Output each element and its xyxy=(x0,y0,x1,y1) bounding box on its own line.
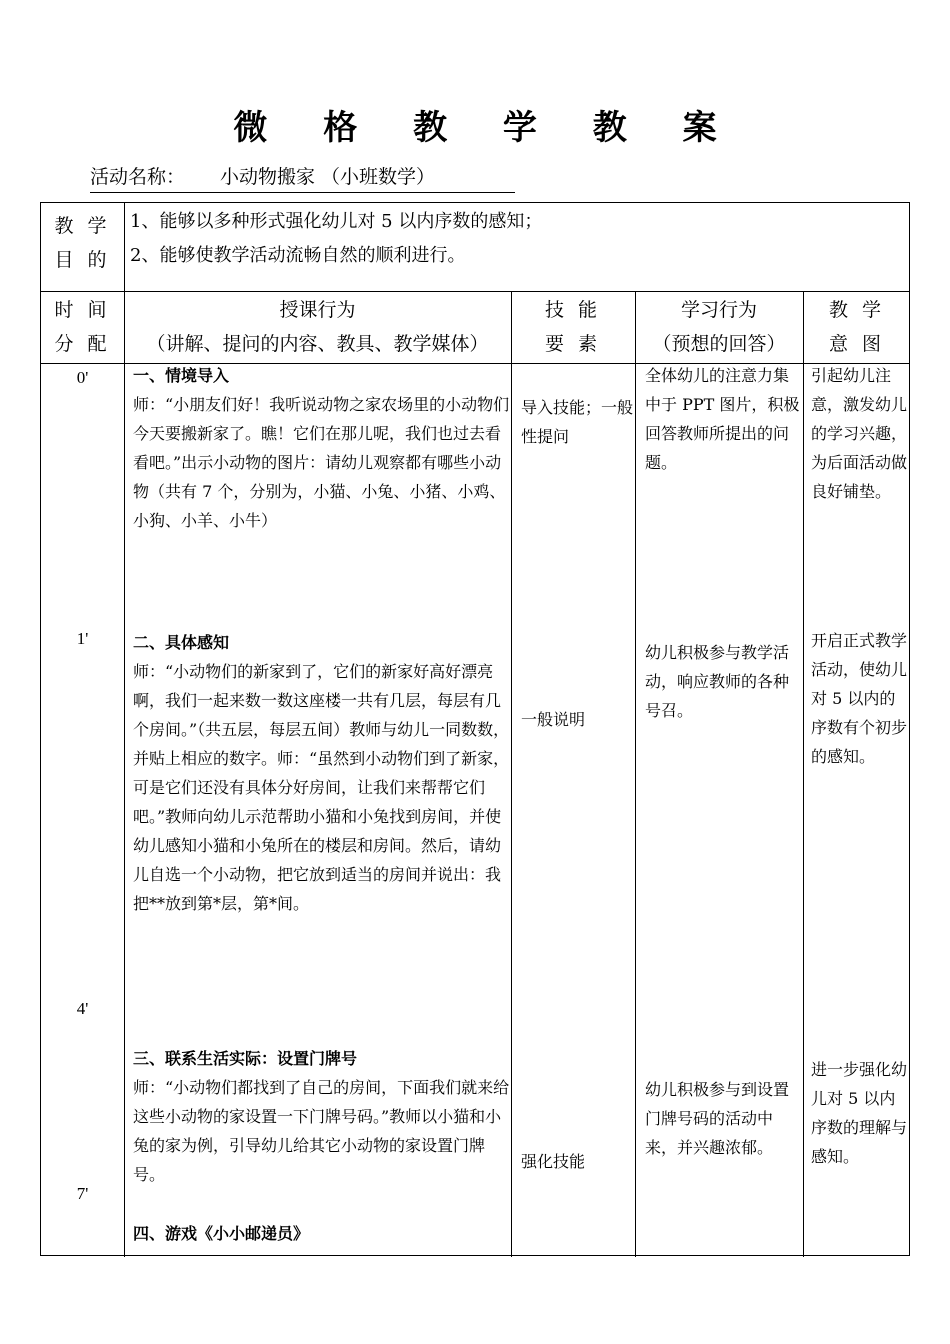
header-teaching xyxy=(124,291,511,363)
goals-list xyxy=(130,205,542,273)
page-title: 微 格 教 学 教 案 xyxy=(233,108,739,148)
goals-header-line: 教 学 xyxy=(54,215,111,237)
skill-cell: 一般说明 xyxy=(521,710,586,729)
header-line: （讲解、提问的内容、教具、教学媒体） xyxy=(146,333,489,355)
learning-cell: 全体幼儿的注意力集中于 PPT 图片，积极回答教师所提出的问题。 xyxy=(645,366,800,472)
learning-cell: 幼儿积极参与到设置门牌号码的活动中来，并兴趣浓郁。 xyxy=(645,1080,790,1157)
header-line: 教 学 xyxy=(828,299,886,321)
activity-label: 活动名称： xyxy=(90,166,186,188)
intent-cell: 开启正式教学活动，使幼儿对 5 以内的序数有个初步的感知。 xyxy=(811,631,908,766)
skill-cell: 导入技能；一般性提问 xyxy=(521,398,634,446)
section-intro xyxy=(133,361,513,535)
header-line: 技 能 xyxy=(544,299,602,321)
skill-cell: 强化技能 xyxy=(521,1152,586,1171)
section-body: 师：“小朋友们好！我听说动物之家农场里的小动物们今天要搬新家了。瞧！它们在那儿呢，我们也过去看看吧。”出示小动物的图片：请幼儿观察都有哪些小动物（共有 7 个，分别为，小猫、小兔、小猪、小鸡、小狗、小羊、小牛） xyxy=(133,395,510,530)
goals-header-line: 目 的 xyxy=(54,249,111,271)
col-divider xyxy=(803,291,804,1257)
activity-value: 小动物搬家 （小班数学） xyxy=(220,166,436,188)
section-perception xyxy=(133,628,513,918)
lesson-plan-table xyxy=(40,202,910,1256)
section-body: 师：“小动物们都找到了自己的房间，下面我们就来给这些小动物的家设置一下门牌号码。”教师以小猫和小兔的家为例，引导幼儿给其它小动物的家设置门牌号。 xyxy=(133,1078,510,1184)
time-mark: 0' xyxy=(76,368,89,387)
goal-item: 1、能够以多种形式强化幼儿对 5 以内序数的感知； xyxy=(130,211,543,232)
time-mark: 4' xyxy=(76,999,89,1018)
intent-cell: 引起幼儿注意，激发幼儿的学习兴趣，为后面活动做良好铺垫。 xyxy=(811,366,908,501)
header-line: 要 素 xyxy=(544,333,602,355)
learning-cell: 幼儿积极参与教学活动，响应教师的各种号召。 xyxy=(645,643,790,720)
section-heading: 三、联系生活实际：设置门牌号 xyxy=(133,1049,358,1068)
section-body: 师：“小动物们的新家到了，它们的新家好高好漂亮啊，我们一起来数一数这座楼一共有几层，每层有几个房间。”（共五层，每层五间）教师与幼儿一同数数，并贴上相应的数字。师：“虽然到小动物们到了新家，可是它们还没有具体分好房间，让我们来帮帮它们吧。”教师向幼儿示范帮助小猫和小兔找到房间，并使幼儿感知小猫和小兔所在的楼层和房间。然后，请幼儿自选一个小动物，把它放到适当的房间并说出：我把**放到第*层，第*间。 xyxy=(133,662,510,913)
time-mark: 1' xyxy=(76,629,89,648)
goal-item: 2、能够使教学活动流畅自然的顺利进行。 xyxy=(130,245,466,266)
header-learning xyxy=(635,291,803,363)
header-line: 学习行为 xyxy=(680,299,757,321)
time-mark: 7' xyxy=(76,1184,89,1203)
intent-cell: 进一步强化幼儿对 5 以内序数的理解与感知。 xyxy=(811,1060,908,1166)
goals-header xyxy=(41,203,124,291)
section-doorplate xyxy=(133,1044,513,1189)
header-line: 时 间 xyxy=(54,299,111,321)
activity-name-line xyxy=(90,162,515,193)
header-line: 授课行为 xyxy=(279,299,356,321)
header-line: （预想的回答） xyxy=(652,333,786,355)
header-line: 意 图 xyxy=(828,333,886,355)
section-heading: 一、情境导入 xyxy=(133,366,230,385)
section-heading: 二、具体感知 xyxy=(133,633,230,652)
header-skill xyxy=(511,291,635,363)
section-game xyxy=(133,1219,513,1248)
header-line: 分 配 xyxy=(54,333,111,355)
header-intent xyxy=(803,291,911,363)
section-heading: 四、游戏《小小邮递员》 xyxy=(133,1224,310,1243)
header-time xyxy=(41,291,124,363)
